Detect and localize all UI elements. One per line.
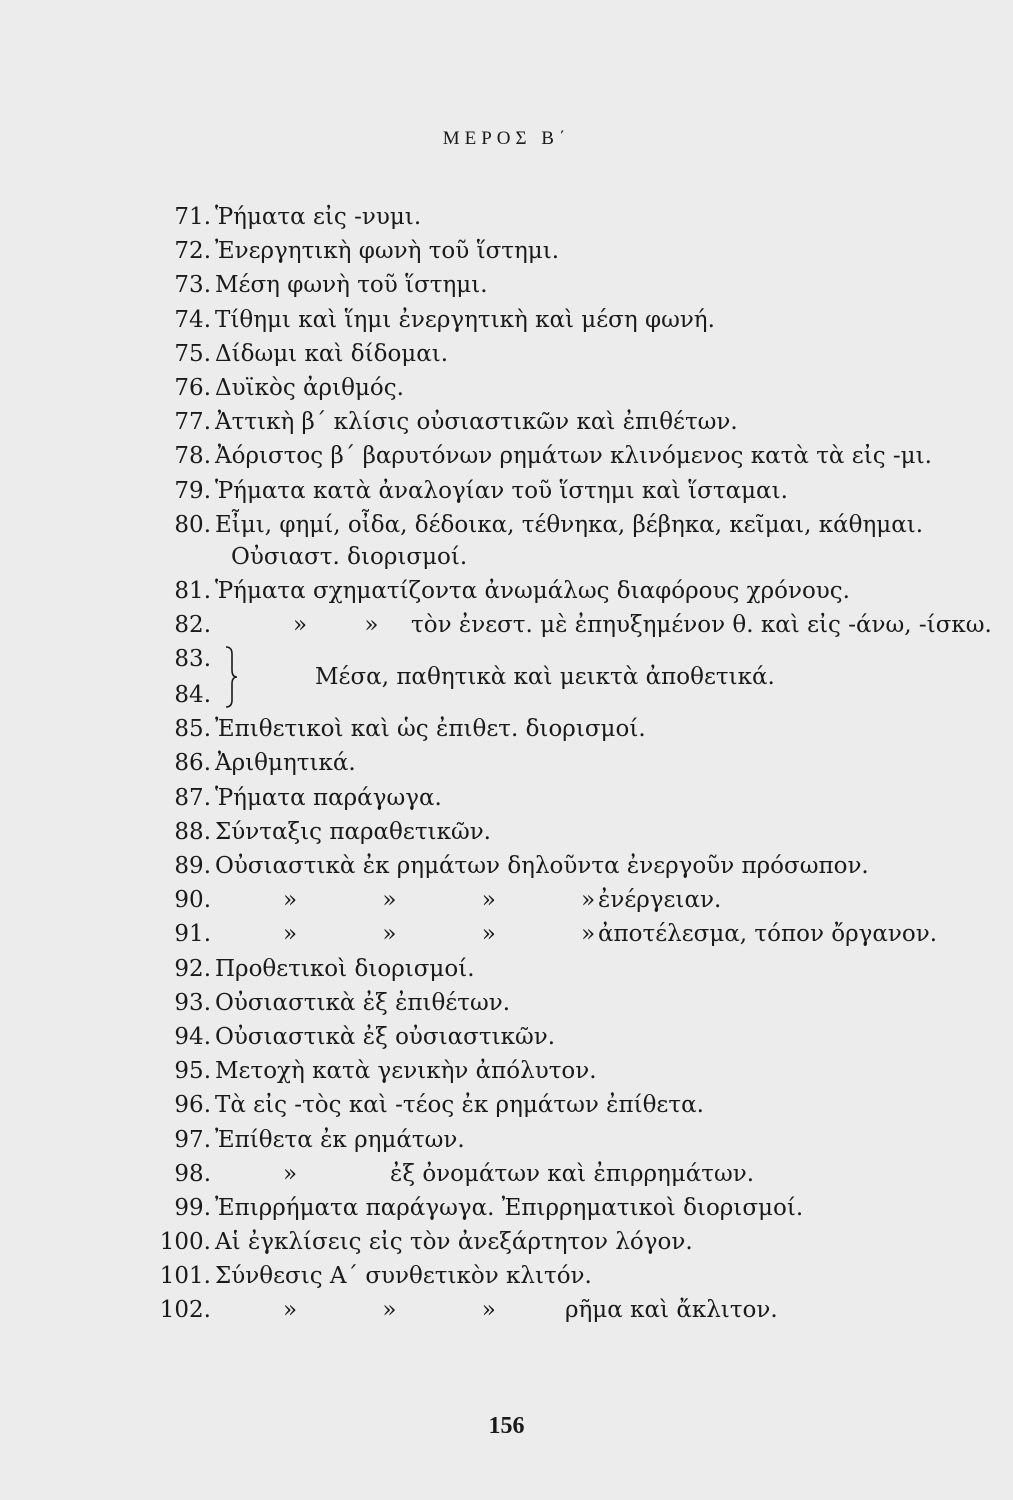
entry-number: 92. <box>174 955 211 982</box>
entry-number: 94. <box>174 1023 211 1050</box>
entry-number: 86. <box>174 750 211 777</box>
entry-number: 98. <box>174 1160 211 1187</box>
entry-number: 102. <box>159 1297 211 1324</box>
entry-text: Ἀόριστος β΄ βαρυτόνων ρημάτων κλινόμενος κατὰ τὰ εἰς -μι. <box>215 443 932 470</box>
toc-entry <box>143 303 1003 337</box>
entry-number: 87. <box>174 784 211 811</box>
toc-entry <box>143 952 1003 986</box>
entry-text: Ἐπίθετα ἐκ ρημάτων. <box>215 1126 465 1153</box>
toc-entry <box>143 1157 1003 1191</box>
entry-number: 80. <box>174 511 211 538</box>
entry-number: 76. <box>174 374 211 401</box>
entry-text: Τίθημι καὶ ἵημι ἐνεργητικὴ καὶ μέση φωνή. <box>215 306 715 333</box>
page-number: 156 <box>488 1413 525 1439</box>
entry-text: Αἱ ἐγκλίσεις εἰς τὸν ἀνεξάρτητον λόγον. <box>215 1229 693 1256</box>
entry-text: ρῆμα καὶ ἄκλιτον. <box>565 1297 778 1324</box>
entry-text: Μετοχὴ κατὰ γενικὴν ἀπόλυτον. <box>215 1058 597 1085</box>
toc-entry <box>143 1293 1003 1327</box>
entry-number: 89. <box>174 853 211 879</box>
toc-entry <box>143 608 1003 642</box>
entry-text: Οὐσιαστικὰ ἐξ οὐσιαστικῶν. <box>215 1023 556 1050</box>
entry-text: Εἶμι, φημί, οἶδα, δέδοικα, τέθνηκα, βέβηκα, κεῖμαι, κάθημαι. <box>215 511 924 538</box>
entry-number: 77. <box>174 409 211 436</box>
toc-entry <box>143 883 1003 917</box>
entry-text: τὸν ἐνεστ. μὲ ἐπηυξημένον θ. καὶ εἰς -άνω, -ίσκω. <box>411 612 992 639</box>
entry-text: Σύνταξις παραθετικῶν. <box>215 818 491 845</box>
toc-entry <box>143 371 1003 405</box>
entry-text: Σύνθεσις Α΄ συνθετικὸν κλιτόν. <box>215 1263 592 1290</box>
toc-entry <box>143 405 1003 439</box>
entry-number: 93. <box>174 989 211 1016</box>
toc-entry <box>143 234 1003 268</box>
entry-text: Τὰ εἰς -τὸς καὶ -τέος ἐκ ρημάτων ἐπίθετα. <box>215 1092 704 1119</box>
curly-brace-icon <box>224 646 238 708</box>
entry-text: Οὐσιαστικὰ ἐκ ρημάτων δηλοῦντα ἐνεργοῦν πρόσωπον. <box>215 853 869 879</box>
toc-entry <box>143 1088 1003 1122</box>
toc-entry <box>143 200 1003 234</box>
toc-entry <box>143 1123 1003 1157</box>
entry-text: Ἀττικὴ β΄ κλίσις οὐσιαστικῶν καὶ ἐπιθέτων. <box>215 409 738 436</box>
toc-entry <box>143 781 1003 815</box>
entry-text: Προθετικοὶ διορισμοί. <box>215 955 475 982</box>
entry-number: 97. <box>174 1126 211 1153</box>
toc-entry <box>143 268 1003 302</box>
entry-number: 78. <box>174 443 211 470</box>
entry-text: ἀποτέλεσμα, τόπον ὄργανον. <box>598 921 938 948</box>
entry-text: Μέση φωνὴ τοῦ ἵστημι. <box>215 272 488 299</box>
entry-text: Ῥήματα κατὰ ἀναλογίαν τοῦ ἵστημι καὶ ἵσταμαι. <box>215 477 788 504</box>
entry-text: ἐξ ὀνομάτων καὶ ἐπιρρημάτων. <box>390 1160 755 1187</box>
toc-entry <box>143 1259 1003 1293</box>
entry-number: 85. <box>174 716 211 743</box>
entry-text: Δίδωμι καὶ δίδομαι. <box>215 340 449 367</box>
toc-entry <box>143 1191 1003 1225</box>
entry-text: Μέσα, παθητικὰ καὶ μεικτὰ ἀποθετικά. <box>315 664 775 691</box>
entry-text: Ῥήματα παράγωγα. <box>215 784 442 811</box>
toc-entry <box>143 986 1003 1020</box>
toc-entry <box>143 815 1003 849</box>
entry-number: 99. <box>174 1194 211 1221</box>
toc-entry <box>143 474 1003 508</box>
toc-entry <box>143 508 1003 542</box>
toc-entry <box>143 439 1003 473</box>
toc-entry <box>143 746 1003 780</box>
ditto-marks: » <box>283 1160 298 1187</box>
entry-text: Ῥήματα σχηματίζοντα ἀνωμάλως διαφόρους χρόνους. <box>215 577 850 604</box>
entry-number: 84. <box>174 682 211 709</box>
entry-continuation-text: Οὐσιαστ. διορισμοί. <box>231 543 468 570</box>
entry-number: 81. <box>174 577 211 604</box>
toc-entry <box>143 574 1003 608</box>
toc-entry <box>143 1054 1003 1088</box>
entry-number: 72. <box>174 238 211 265</box>
toc-entry <box>143 712 1003 746</box>
toc-entry <box>143 1020 1003 1054</box>
entry-text: Ἐπιθετικοὶ καὶ ὡς ἐπιθετ. διορισμοί. <box>215 716 646 743</box>
ditto-marks: » » » <box>283 1297 496 1324</box>
entry-number: 96. <box>174 1092 211 1119</box>
toc-entry <box>143 1225 1003 1259</box>
toc-entry <box>143 337 1003 371</box>
table-of-contents <box>143 200 1003 1328</box>
entry-text: Ἐνεργητικὴ φωνὴ τοῦ ἵστημι. <box>215 238 560 265</box>
entry-number: 83. <box>174 646 211 673</box>
toc-entry-continuation <box>143 542 1003 574</box>
entry-number: 74. <box>174 306 211 333</box>
section-heading: ΜΕΡΟΣ Β΄ <box>442 128 571 149</box>
ditto-marks: » » <box>293 612 379 639</box>
entry-number: 73. <box>174 272 211 299</box>
entry-text: Δυϊκὸς ἀριθμός. <box>215 374 404 401</box>
entry-text: Ῥήματα εἰς -νυμι. <box>215 204 422 230</box>
entry-number: 91. <box>174 921 211 948</box>
entry-text: Ἀριθμητικά. <box>215 750 356 777</box>
ditto-marks: » » » » <box>283 921 596 948</box>
entry-number: 79. <box>174 477 211 504</box>
toc-entry-merged <box>143 642 1003 712</box>
entry-text: Οὐσιαστικὰ ἐξ ἐπιθέτων. <box>215 989 511 1016</box>
entry-text: ἐνέργειαν. <box>598 887 722 914</box>
entry-number: 95. <box>174 1058 211 1085</box>
toc-entry <box>143 849 1003 883</box>
entry-text: Ἐπιρρήματα παράγωγα. Ἐπιρρηματικοὶ διορισμοί. <box>215 1194 804 1221</box>
entry-number: 101. <box>159 1263 211 1290</box>
toc-entry <box>143 917 1003 951</box>
entry-number: 71. <box>174 204 211 230</box>
entry-number: 82. <box>174 612 211 639</box>
entry-number: 100. <box>159 1229 211 1256</box>
entry-number: 75. <box>174 340 211 367</box>
ditto-marks: » » » » <box>283 887 596 914</box>
entry-number: 90. <box>174 887 211 914</box>
entry-number: 88. <box>174 818 211 845</box>
